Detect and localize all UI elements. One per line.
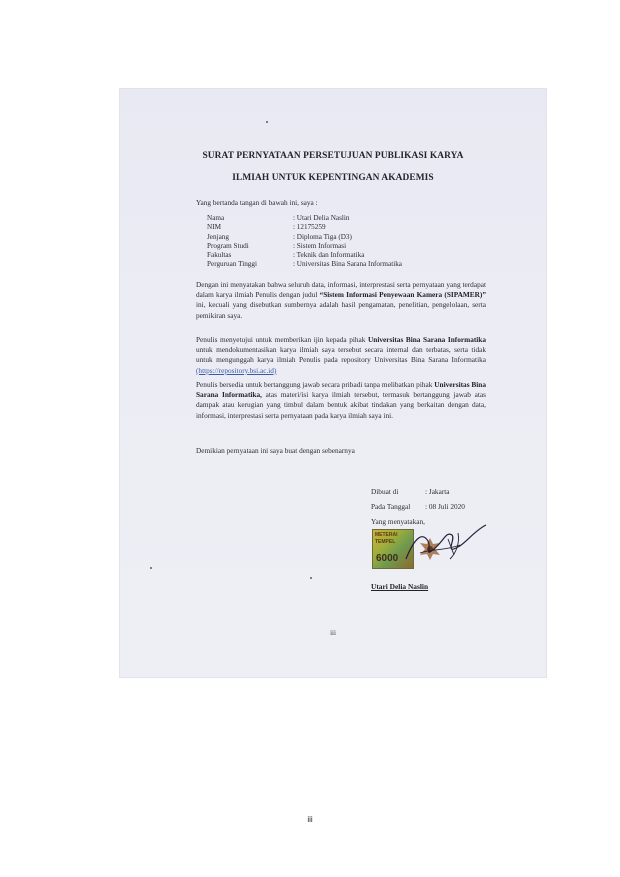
scanned-page-number: iii [330,629,336,637]
field-row-program-studi [207,242,402,251]
document-title-line1: SURAT PERNYATAAN PERSETUJUAN PUBLIKASI KARYA [202,151,464,161]
paragraph-text: atas materi/isi karya ilmiah tersebut, termasuk bertanggung jawab atas dampak atau kerugian yang timbul dalam bentuk akibat tindakan yang berkaitan dengan data, informasi, interprestasi serta pernyataan pada karya ilmiah saya ini. [196,390,486,420]
field-value: : Teknik dan Informatika [293,251,365,260]
signatory-name: Utari Delia Naslin [371,582,429,591]
scanned-document [120,89,546,677]
field-value: : Sistem Informasi [293,241,347,250]
field-value: : Diploma Tiga (D3) [293,232,352,241]
university-name: Universitas Bina Sarana Informatika, [196,380,486,400]
field-value: : Utari Delia Naslin [293,214,350,222]
stamp-text: TEMPEL [375,539,396,545]
stamp-amount: 6000 [376,553,399,564]
closing-statement: Demikian pernyataan ini saya buat dengan sebenarnya [196,446,355,455]
paragraph-text: Dengan ini menyatakan bahwa seluruh data, informasi, interprestasi serta pernyataan yang terdapat dalam karya ilmiah Penulis dengan judul [196,280,486,300]
scan-speck [310,577,312,579]
scan-speck [150,567,152,569]
paragraph-text: Penulis menyetujui untuk memberikan ijin kepada pihak [196,335,369,344]
paragraph-text: Penulis bersedia untuk bertanggung jawab secara pribadi tanpa melibatkan pihak [196,380,435,389]
signoff-date [371,502,465,512]
statement-paragraph-1 [196,280,486,321]
signoff-stated: Yang menyatakan, [371,517,425,526]
field-row-perguruan-tinggi [207,260,402,269]
signoff-label: Pada Tanggal [371,502,411,511]
document-title-line2: ILMIAH UNTUK KEPENTINGAN AKADEMIS [232,173,434,183]
field-label: Nama [207,214,225,222]
field-value: : 12175259 [293,223,326,232]
field-label: NIM [207,223,221,232]
thesis-title: “Sistem Informasi Penyewaan Kamera (SIPAMER)” [319,290,487,300]
field-label: Jenjang [207,232,229,241]
field-value: : Universitas Bina Sarana Informatika [293,260,402,269]
scan-speck [266,121,268,123]
signoff-value: : 08 Juli 2020 [425,502,465,511]
field-label: Program Studi [207,241,249,250]
field-row-nama [207,214,402,223]
paragraph-text: ini, kecuali yang disebutkan sumbernya adalah hasil pengamatan, penelitian, pengelolaan, serta pemikiran saya. [196,300,486,320]
statement-paragraph-3 [196,380,486,421]
stamp-text: METERAI [375,532,398,538]
page-number: iii [307,815,313,824]
field-row-jenjang [207,233,402,242]
signoff-value: : Jakarta [425,487,450,496]
field-row-nim [207,223,402,232]
field-label: Fakultas [207,251,232,260]
identity-fields [207,214,402,270]
field-label: Perguruan Tinggi [207,260,257,269]
field-row-fakultas [207,251,402,260]
repository-link[interactable]: (https://repository.bsi.ac.id) [196,365,277,375]
handwritten-signature [400,519,490,569]
signoff-place [371,487,450,497]
signoff-label: Dibuat di [371,487,399,496]
statement-paragraph-2 [196,335,486,376]
university-name: Universitas Bina Sarana Informatika [368,335,487,344]
intro-text: Yang bertanda tangan di bawah ini, saya : [196,198,318,207]
paragraph-text: untuk mendokumentasikan karya ilmiah saya tersebut secara internal dan terbatas, serta tidak untuk mengunggah karya ilmiah Penulis pada repository Universitas Bina Sarana Informatika [196,345,486,365]
